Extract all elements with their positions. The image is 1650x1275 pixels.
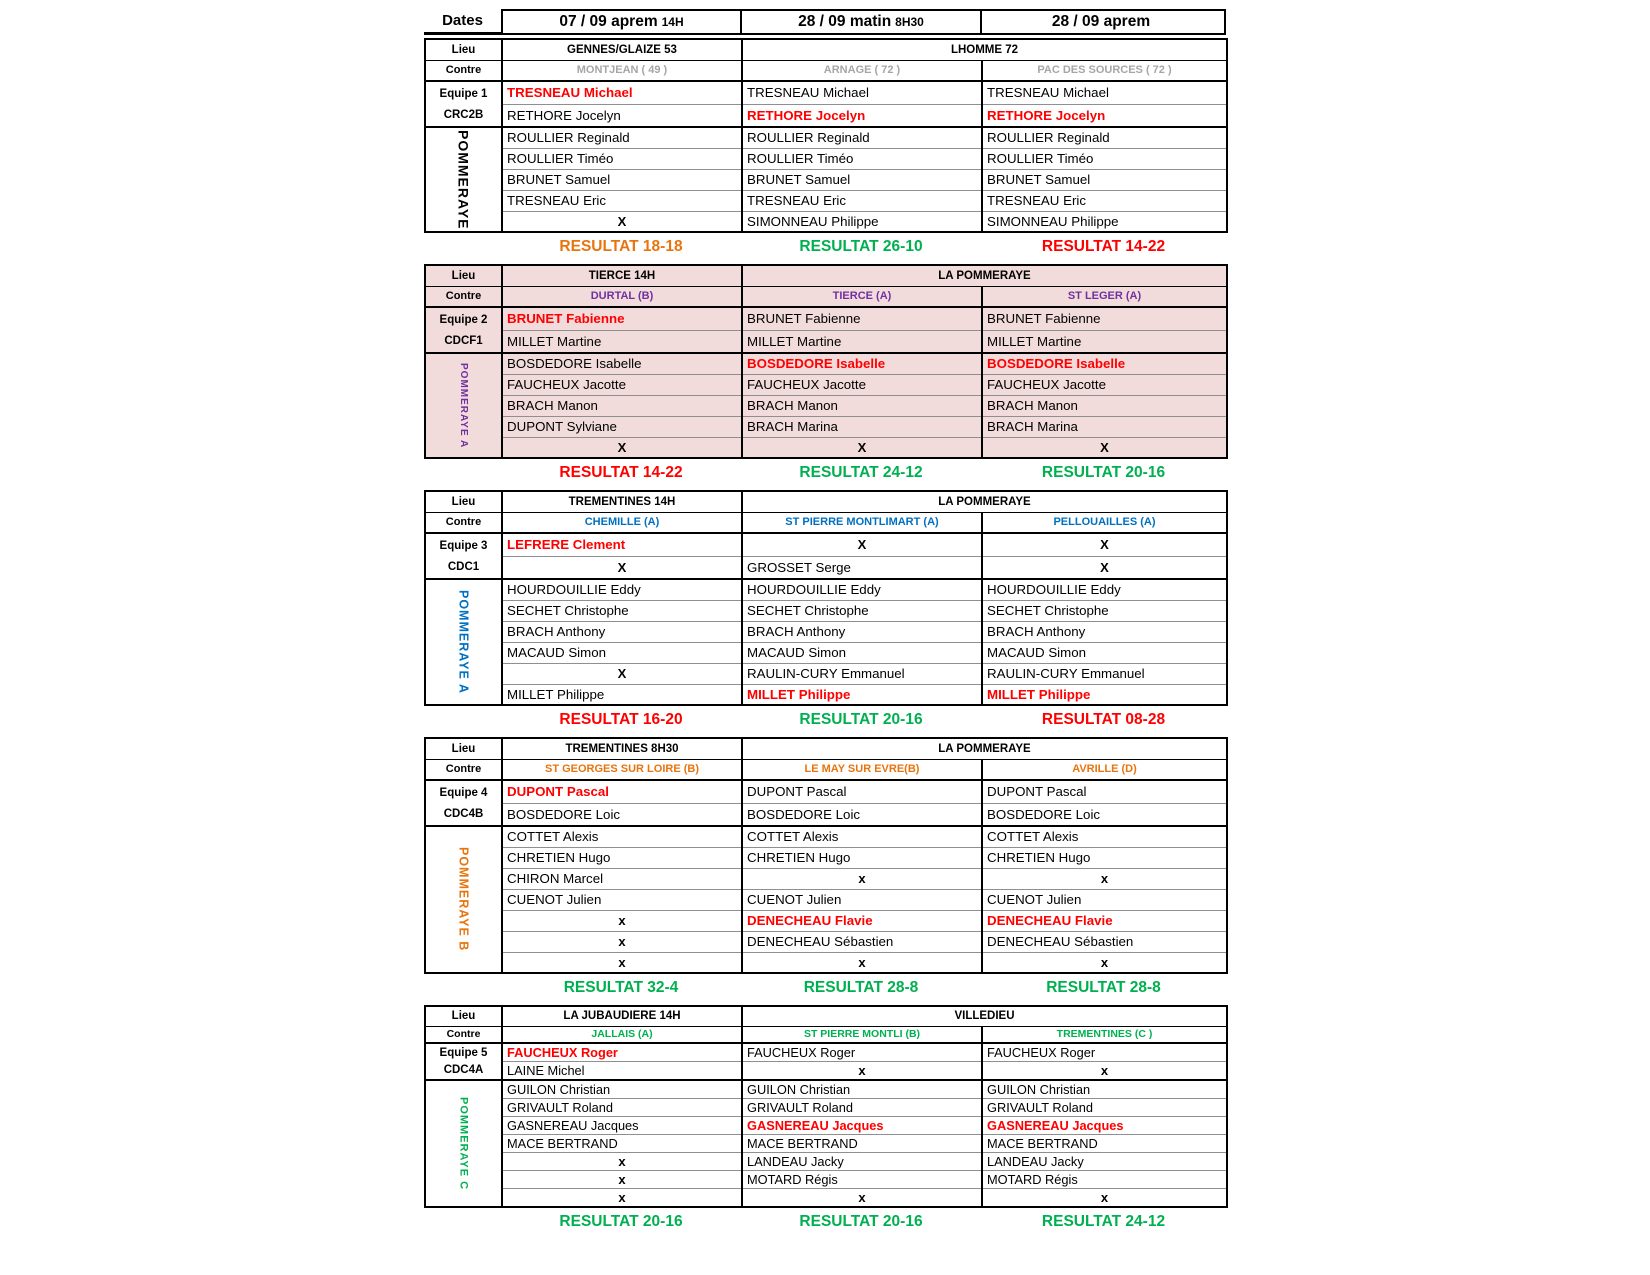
table-row xyxy=(425,1099,1227,1117)
table-row xyxy=(425,395,1227,416)
opponent-cell: MONTJEAN ( 49 ) xyxy=(502,60,742,81)
date-column-header-2 xyxy=(740,11,980,33)
opponent-cell: ST GEORGES SUR LOIRE (B) xyxy=(502,759,742,780)
x-cell: x xyxy=(742,1189,982,1208)
x-cell: X xyxy=(982,533,1227,556)
result-label: RESULTAT 20-16 xyxy=(1041,464,1166,481)
player-cell: TRESNEAU Michael xyxy=(982,81,1227,104)
player-cell: DUPONT Sylviane xyxy=(502,416,742,437)
x-cell: x xyxy=(982,1189,1227,1208)
date-column-header-3 xyxy=(980,11,1224,33)
team-name-cell xyxy=(425,353,502,458)
table-row xyxy=(425,533,1227,556)
table-row xyxy=(425,826,1227,847)
player-cell: FAUCHEUX Jacotte xyxy=(502,374,742,395)
x-cell: x xyxy=(502,931,742,952)
opponent-cell: PAC DES SOURCES ( 72 ) xyxy=(982,60,1227,81)
player-cell: BRUNET Fabienne xyxy=(742,307,982,330)
table-row xyxy=(425,910,1227,931)
player-cell: MACAUD Simon xyxy=(982,642,1227,663)
table-row xyxy=(425,437,1227,458)
contre-row xyxy=(425,1026,1227,1043)
result-label: RESULTAT 32-4 xyxy=(563,979,679,996)
player-cell: HOURDOUILLIE Eddy xyxy=(982,579,1227,600)
result-row xyxy=(501,1213,1226,1231)
player-cell: BRUNET Samuel xyxy=(982,169,1227,190)
team-name-cell xyxy=(425,127,502,232)
player-cell: GUILON Christian xyxy=(742,1080,982,1099)
opponent-cell: TIERCE (A) xyxy=(742,286,982,307)
result-label: RESULTAT 28-8 xyxy=(1046,979,1161,996)
equipe-number-label: Equipe 4 xyxy=(439,786,488,799)
player-cell: GRIVAULT Roland xyxy=(502,1099,742,1117)
table-row xyxy=(425,1117,1227,1135)
equipe-label-cell xyxy=(425,1043,502,1080)
date-time: 14H xyxy=(661,15,684,29)
x-cell: x xyxy=(742,1062,982,1081)
x-cell: x xyxy=(502,1171,742,1189)
table-row xyxy=(425,1135,1227,1153)
match-tables xyxy=(424,38,1226,1231)
result-label: RESULTAT 28-8 xyxy=(803,979,919,996)
player-cell: TRESNEAU Eric xyxy=(982,190,1227,211)
lieu-label-cell: Lieu xyxy=(425,1006,502,1026)
x-cell: x xyxy=(502,952,742,973)
x-cell: x xyxy=(502,910,742,931)
player-cell: ROULLIER Timéo xyxy=(982,148,1227,169)
player-cell: CHIRON Marcel xyxy=(502,868,742,889)
lieu-label-cell: Lieu xyxy=(425,39,502,60)
player-cell: SECHET Christophe xyxy=(982,600,1227,621)
player-cell: CHRETIEN Hugo xyxy=(502,847,742,868)
player-cell: CUENOT Julien xyxy=(502,889,742,910)
table-row xyxy=(425,663,1227,684)
player-cell: SECHET Christophe xyxy=(502,600,742,621)
player-cell: MACAUD Simon xyxy=(742,642,982,663)
equipe-label-cell xyxy=(425,307,502,353)
opponent-cell: PELLOUAILLES (A) xyxy=(982,512,1227,533)
date-text: 28 / 09 aprem xyxy=(1051,13,1151,30)
table-row xyxy=(425,621,1227,642)
player-cell: MILLET Philippe xyxy=(742,684,982,705)
opponent-cell: ARNAGE ( 72 ) xyxy=(742,60,982,81)
lieu-row xyxy=(425,39,1227,60)
player-cell: HOURDOUILLIE Eddy xyxy=(502,579,742,600)
result-label: RESULTAT 16-20 xyxy=(559,711,683,728)
result-label: RESULTAT 26-10 xyxy=(799,238,923,255)
team-name-vertical-label: POMMERAYE B xyxy=(456,847,471,952)
equipe-label-cell xyxy=(425,780,502,826)
player-cell: MOTARD Régis xyxy=(982,1171,1227,1189)
table-row xyxy=(425,952,1227,973)
player-cell: GASNEREAU Jacques xyxy=(502,1117,742,1135)
contre-row xyxy=(425,60,1227,81)
lieu-venue-cell-merged: LHOMME 72 xyxy=(742,39,1227,60)
table-row xyxy=(425,353,1227,374)
opponent-cell: AVRILLE (D) xyxy=(982,759,1227,780)
x-cell: x xyxy=(502,1189,742,1208)
x-cell: x xyxy=(502,1153,742,1171)
player-cell: BOSDEDORE Loic xyxy=(982,803,1227,826)
equipe-code-label: CDC4B xyxy=(443,807,484,820)
player-cell: SECHET Christophe xyxy=(742,600,982,621)
lieu-venue-cell: LA JUBAUDIERE 14H xyxy=(502,1006,742,1026)
player-cell: ROULLIER Timéo xyxy=(502,148,742,169)
player-cell: GUILON Christian xyxy=(502,1080,742,1099)
contre-row xyxy=(425,286,1227,307)
opponent-cell: CHEMILLE (A) xyxy=(502,512,742,533)
player-cell: BRACH Anthony xyxy=(502,621,742,642)
lieu-label-cell: Lieu xyxy=(425,491,502,512)
player-cell: ROULLIER Reginald xyxy=(502,127,742,148)
opponent-cell: TREMENTINES (C ) xyxy=(982,1026,1227,1043)
player-cell: CHRETIEN Hugo xyxy=(982,847,1227,868)
x-cell: X xyxy=(982,556,1227,579)
player-cell: DENECHEAU Flavie xyxy=(742,910,982,931)
date-time: 8H30 xyxy=(895,15,924,29)
player-cell: TRESNEAU Eric xyxy=(502,190,742,211)
match-block-2 xyxy=(424,264,1226,482)
x-cell: X xyxy=(742,533,982,556)
x-cell: X xyxy=(982,437,1227,458)
lieu-venue-cell-merged: LA POMMERAYE xyxy=(742,738,1227,759)
player-cell: BRUNET Fabienne xyxy=(502,307,742,330)
match-block-1 xyxy=(424,38,1226,256)
player-cell: MOTARD Régis xyxy=(742,1171,982,1189)
x-cell: x xyxy=(742,868,982,889)
player-cell: GRIVAULT Roland xyxy=(742,1099,982,1117)
result-row xyxy=(501,711,1226,729)
result-label: RESULTAT 18-18 xyxy=(559,238,683,255)
table-row xyxy=(425,780,1227,803)
player-cell: DENECHEAU Sébastien xyxy=(742,931,982,952)
lieu-row xyxy=(425,491,1227,512)
match-block-3 xyxy=(424,490,1226,729)
opponent-cell: ST PIERRE MONTLIMART (A) xyxy=(742,512,982,533)
player-cell: BRUNET Samuel xyxy=(742,169,982,190)
player-cell: MACE BERTRAND xyxy=(982,1135,1227,1153)
player-cell: DUPONT Pascal xyxy=(502,780,742,803)
team-name-vertical-label: POMMERAYE C xyxy=(457,1096,470,1191)
player-cell: FAUCHEUX Roger xyxy=(502,1043,742,1062)
table-row xyxy=(425,684,1227,705)
table-row xyxy=(425,556,1227,579)
player-cell: MILLET Martine xyxy=(742,330,982,353)
player-cell: BRACH Marina xyxy=(742,416,982,437)
table-row xyxy=(425,579,1227,600)
player-cell: LANDEAU Jacky xyxy=(742,1153,982,1171)
table-row xyxy=(425,642,1227,663)
x-cell: X xyxy=(502,556,742,579)
table-row xyxy=(425,374,1227,395)
lieu-venue-cell: GENNES/GLAIZE 53 xyxy=(502,39,742,60)
table-row xyxy=(425,1080,1227,1099)
match-table-4 xyxy=(424,737,1228,974)
team-name-cell xyxy=(425,826,502,973)
player-cell: FAUCHEUX Roger xyxy=(742,1043,982,1062)
match-block-4 xyxy=(424,737,1226,997)
player-cell: RETHORE Jocelyn xyxy=(502,104,742,127)
x-cell: x xyxy=(982,868,1227,889)
player-cell: CHRETIEN Hugo xyxy=(742,847,982,868)
table-row xyxy=(425,889,1227,910)
match-table-2 xyxy=(424,264,1228,459)
equipe-code-label: CDC1 xyxy=(447,560,480,573)
player-cell: BRACH Manon xyxy=(502,395,742,416)
x-cell: X xyxy=(742,437,982,458)
result-label: RESULTAT 14-22 xyxy=(559,464,683,481)
result-label: RESULTAT 20-16 xyxy=(559,1213,683,1230)
result-row xyxy=(501,979,1226,997)
dates-header xyxy=(424,9,1226,35)
x-cell: X xyxy=(502,663,742,684)
table-row xyxy=(425,600,1227,621)
player-cell: RAULIN-CURY Emmanuel xyxy=(742,663,982,684)
table-row xyxy=(425,931,1227,952)
player-cell: GRIVAULT Roland xyxy=(982,1099,1227,1117)
x-cell: x xyxy=(982,952,1227,973)
player-cell: DUPONT Pascal xyxy=(742,780,982,803)
player-cell: BRACH Manon xyxy=(742,395,982,416)
table-row xyxy=(425,416,1227,437)
table-row xyxy=(425,330,1227,353)
player-cell: MILLET Philippe xyxy=(502,684,742,705)
table-row xyxy=(425,81,1227,104)
result-label: RESULTAT 14-22 xyxy=(1041,238,1166,255)
team-name-cell xyxy=(425,1080,502,1207)
player-cell: BRACH Anthony xyxy=(742,621,982,642)
result-label: RESULTAT 20-16 xyxy=(799,711,923,728)
match-table-1 xyxy=(424,38,1228,233)
player-cell: TRESNEAU Michael xyxy=(742,81,982,104)
player-cell: BRUNET Fabienne xyxy=(982,307,1227,330)
player-cell: MACE BERTRAND xyxy=(502,1135,742,1153)
table-row xyxy=(425,868,1227,889)
table-row xyxy=(425,1171,1227,1189)
player-cell: COTTET Alexis xyxy=(742,826,982,847)
equipe-label-cell xyxy=(425,81,502,127)
contre-row xyxy=(425,759,1227,780)
equipe-code-label: CRC2B xyxy=(443,108,484,121)
player-cell: MACE BERTRAND xyxy=(742,1135,982,1153)
table-row xyxy=(425,1043,1227,1062)
player-cell: MACAUD Simon xyxy=(502,642,742,663)
result-row xyxy=(501,238,1226,256)
table-row xyxy=(425,169,1227,190)
x-cell: x xyxy=(982,1062,1227,1081)
player-cell: SIMONNEAU Philippe xyxy=(982,211,1227,232)
contre-row xyxy=(425,512,1227,533)
x-cell: x xyxy=(742,952,982,973)
equipe-code-label: CDCF1 xyxy=(444,334,483,347)
team-name-vertical-label: POMMERAYE A xyxy=(456,590,471,694)
result-label: RESULTAT 24-12 xyxy=(1041,1213,1166,1230)
result-row xyxy=(501,464,1226,482)
dates-label: Dates xyxy=(424,9,501,35)
date-text: 07 / 09 aprem xyxy=(559,13,658,30)
player-cell: TRESNEAU Eric xyxy=(742,190,982,211)
player-cell: DENECHEAU Flavie xyxy=(982,910,1227,931)
player-cell: FAUCHEUX Jacotte xyxy=(982,374,1227,395)
player-cell: FAUCHEUX Jacotte xyxy=(742,374,982,395)
player-cell: TRESNEAU Michael xyxy=(502,81,742,104)
x-cell: X xyxy=(502,437,742,458)
schedule-sheet xyxy=(424,0,1226,1231)
result-label: RESULTAT 08-28 xyxy=(1041,711,1166,728)
player-cell: GROSSET Serge xyxy=(742,556,982,579)
equipe-number-label: Equipe 2 xyxy=(439,313,488,326)
table-row xyxy=(425,127,1227,148)
player-cell: MILLET Philippe xyxy=(982,684,1227,705)
player-cell: DUPONT Pascal xyxy=(982,780,1227,803)
player-cell: MILLET Martine xyxy=(982,330,1227,353)
lieu-label-cell: Lieu xyxy=(425,265,502,286)
table-row xyxy=(425,104,1227,127)
contre-label-cell: Contre xyxy=(425,60,502,81)
lieu-row xyxy=(425,1006,1227,1026)
opponent-cell: DURTAL (B) xyxy=(502,286,742,307)
player-cell: BRUNET Samuel xyxy=(502,169,742,190)
player-cell: ROULLIER Timéo xyxy=(742,148,982,169)
result-label: RESULTAT 20-16 xyxy=(799,1213,923,1230)
player-cell: RAULIN-CURY Emmanuel xyxy=(982,663,1227,684)
player-cell: RETHORE Jocelyn xyxy=(982,104,1227,127)
contre-label-cell: Contre xyxy=(425,759,502,780)
table-row xyxy=(425,211,1227,232)
player-cell: LANDEAU Jacky xyxy=(982,1153,1227,1171)
lieu-venue-cell-merged: VILLEDIEU xyxy=(742,1006,1227,1026)
player-cell: BOSDEDORE Isabelle xyxy=(982,353,1227,374)
date-text: 28 / 09 matin xyxy=(798,13,892,30)
player-cell: LEFRERE Clement xyxy=(502,533,742,556)
opponent-cell: LE MAY SUR EVRE(B) xyxy=(742,759,982,780)
equipe-label-cell xyxy=(425,533,502,579)
table-row xyxy=(425,148,1227,169)
lieu-venue-cell-merged: LA POMMERAYE xyxy=(742,491,1227,512)
player-cell: HOURDOUILLIE Eddy xyxy=(742,579,982,600)
player-cell: DENECHEAU Sébastien xyxy=(982,931,1227,952)
player-cell: BOSDEDORE Loic xyxy=(742,803,982,826)
team-name-vertical-label: POMMERAYE A xyxy=(458,362,469,449)
lieu-venue-cell: TIERCE 14H xyxy=(502,265,742,286)
equipe-number-label: Equipe 3 xyxy=(439,539,488,552)
player-cell: SIMONNEAU Philippe xyxy=(742,211,982,232)
contre-label-cell: Contre xyxy=(425,512,502,533)
table-row xyxy=(425,190,1227,211)
lieu-venue-cell-merged: LA POMMERAYE xyxy=(742,265,1227,286)
table-row xyxy=(425,307,1227,330)
player-cell: RETHORE Jocelyn xyxy=(742,104,982,127)
player-cell: BRACH Anthony xyxy=(982,621,1227,642)
player-cell: ROULLIER Reginald xyxy=(982,127,1227,148)
player-cell: BRACH Marina xyxy=(982,416,1227,437)
player-cell: GUILON Christian xyxy=(982,1080,1227,1099)
team-name-vertical-label: POMMERAYE xyxy=(455,129,472,230)
player-cell: COTTET Alexis xyxy=(502,826,742,847)
opponent-cell: JALLAIS (A) xyxy=(502,1026,742,1043)
lieu-label-cell: Lieu xyxy=(425,738,502,759)
player-cell: COTTET Alexis xyxy=(982,826,1227,847)
match-table-5 xyxy=(424,1005,1228,1208)
table-row xyxy=(425,1062,1227,1081)
opponent-cell: ST PIERRE MONTLI (B) xyxy=(742,1026,982,1043)
date-columns xyxy=(501,9,1226,35)
match-block-5 xyxy=(424,1005,1226,1231)
player-cell: GASNEREAU Jacques xyxy=(742,1117,982,1135)
player-cell: BRACH Manon xyxy=(982,395,1227,416)
equipe-number-label: Equipe 5 xyxy=(439,1047,488,1060)
match-table-3 xyxy=(424,490,1228,706)
date-column-header-1 xyxy=(503,11,740,33)
player-cell: LAINE Michel xyxy=(502,1062,742,1081)
player-cell: BOSDEDORE Isabelle xyxy=(502,353,742,374)
lieu-venue-cell: TREMENTINES 14H xyxy=(502,491,742,512)
table-row xyxy=(425,803,1227,826)
player-cell: FAUCHEUX Roger xyxy=(982,1043,1227,1062)
table-row xyxy=(425,1189,1227,1208)
player-cell: MILLET Martine xyxy=(502,330,742,353)
lieu-venue-cell: TREMENTINES 8H30 xyxy=(502,738,742,759)
equipe-code-label: CDC4A xyxy=(443,1063,484,1076)
table-row xyxy=(425,1153,1227,1171)
player-cell: ROULLIER Reginald xyxy=(742,127,982,148)
team-name-cell xyxy=(425,579,502,705)
player-cell: CUENOT Julien xyxy=(982,889,1227,910)
x-cell: X xyxy=(502,211,742,232)
player-cell: GASNEREAU Jacques xyxy=(982,1117,1227,1135)
equipe-number-label: Equipe 1 xyxy=(439,87,488,100)
player-cell: BOSDEDORE Isabelle xyxy=(742,353,982,374)
lieu-row xyxy=(425,265,1227,286)
opponent-cell: ST LEGER (A) xyxy=(982,286,1227,307)
player-cell: CUENOT Julien xyxy=(742,889,982,910)
lieu-row xyxy=(425,738,1227,759)
contre-label-cell: Contre xyxy=(425,1026,502,1043)
result-label: RESULTAT 24-12 xyxy=(799,464,923,481)
table-row xyxy=(425,847,1227,868)
player-cell: BOSDEDORE Loic xyxy=(502,803,742,826)
contre-label-cell: Contre xyxy=(425,286,502,307)
